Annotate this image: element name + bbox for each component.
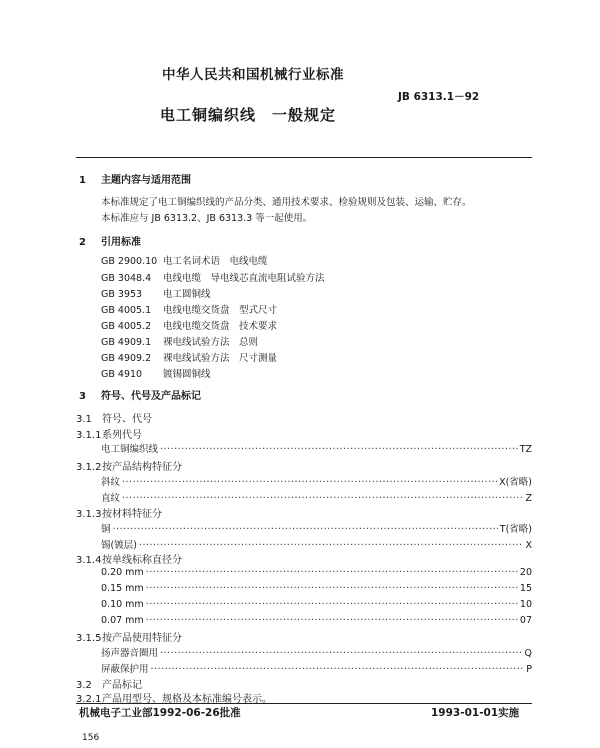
- code-row: 扬声器音圈用 ····· Q: [101, 645, 532, 659]
- code-row: 0.20 mm ····· 20: [101, 567, 532, 578]
- approval-line: 机械电子工业部1992-06-26批准: [79, 707, 241, 719]
- subsection-3-1-heading: 3.1 符号、代号: [76, 414, 152, 425]
- document-title: 电工铜编织线 一般规定: [160, 106, 337, 124]
- reference-item: GB 4909.2 裸电线试验方法 尺寸测量: [101, 353, 278, 364]
- code-row: 铜 ····· T(省略): [101, 521, 532, 535]
- code-row: 直纹 ····· Z: [101, 490, 532, 504]
- reference-item: GB 3953 电工圆铜线: [101, 289, 211, 300]
- page-number: 156: [82, 733, 100, 743]
- subsection-3-1-3-heading: 3.1.3按材料特征分: [76, 509, 162, 520]
- code-row: 屏蔽保护用 ····· P: [101, 661, 532, 675]
- subsection-3-1-2-heading: 3.1.2按产品结构特征分: [76, 462, 182, 473]
- subsection-3-1-1-heading: 3.1.1系列代号: [76, 430, 142, 441]
- reference-item: GB 3048.4 电线电缆 导电线芯直流电阻试验方法: [101, 273, 325, 284]
- section-1-paragraph-1: 本标准规定了电工铜编织线的产品分类、通用技术要求、检验规则及包装、运输、贮存。: [101, 197, 472, 208]
- code-row: 0.15 mm ····· 15: [101, 583, 532, 594]
- reference-item: GB 4005.1 电线电缆交货盘 型式尺寸: [101, 305, 278, 316]
- section-3-heading: 3 符号、代号及产品标记: [79, 391, 201, 402]
- code-row: 斜纹 ····· X(省略): [101, 474, 532, 488]
- footer-divider: [76, 703, 532, 704]
- header-divider: [76, 157, 532, 158]
- reference-item: GB 4910 镀锡圆铜线: [101, 369, 211, 380]
- section-1-heading: 1 主题内容与适用范围: [79, 175, 191, 186]
- section-1-paragraph-2: 本标准应与 JB 6313.2、JB 6313.3 等一起使用。: [101, 213, 313, 224]
- subsection-3-2-heading: 3.2 产品标记: [76, 680, 142, 691]
- issuing-body: 中华人民共和国机械行业标准: [162, 67, 344, 83]
- reference-item: GB 4005.2 电线电缆交货盘 技术要求: [101, 321, 278, 332]
- code-row: 0.10 mm ····· 10: [101, 599, 532, 610]
- standard-code: JB 6313.1－92: [398, 91, 480, 103]
- code-row: 电工铜编织线 ····· TZ: [101, 441, 532, 455]
- subsection-3-1-5-heading: 3.1.5按产品使用特征分: [76, 633, 182, 644]
- reference-item: GB 4909.1 裸电线试验方法 总则: [101, 337, 259, 348]
- reference-item: GB 2900.10 电工名词术语 电线电缆: [101, 256, 268, 267]
- effective-date: 1993-01-01实施: [431, 707, 520, 719]
- subsection-3-2-1-heading: 3.2.1产品用型号、规格及本标准编号表示。: [76, 694, 272, 705]
- subsection-3-1-4-heading: 3.1.4按单线标称直径分: [76, 555, 182, 566]
- code-row: 0.07 mm ····· 07: [101, 615, 532, 626]
- code-row: 锡(镀层) ····· X: [101, 537, 532, 551]
- section-2-heading: 2 引用标准: [79, 237, 141, 248]
